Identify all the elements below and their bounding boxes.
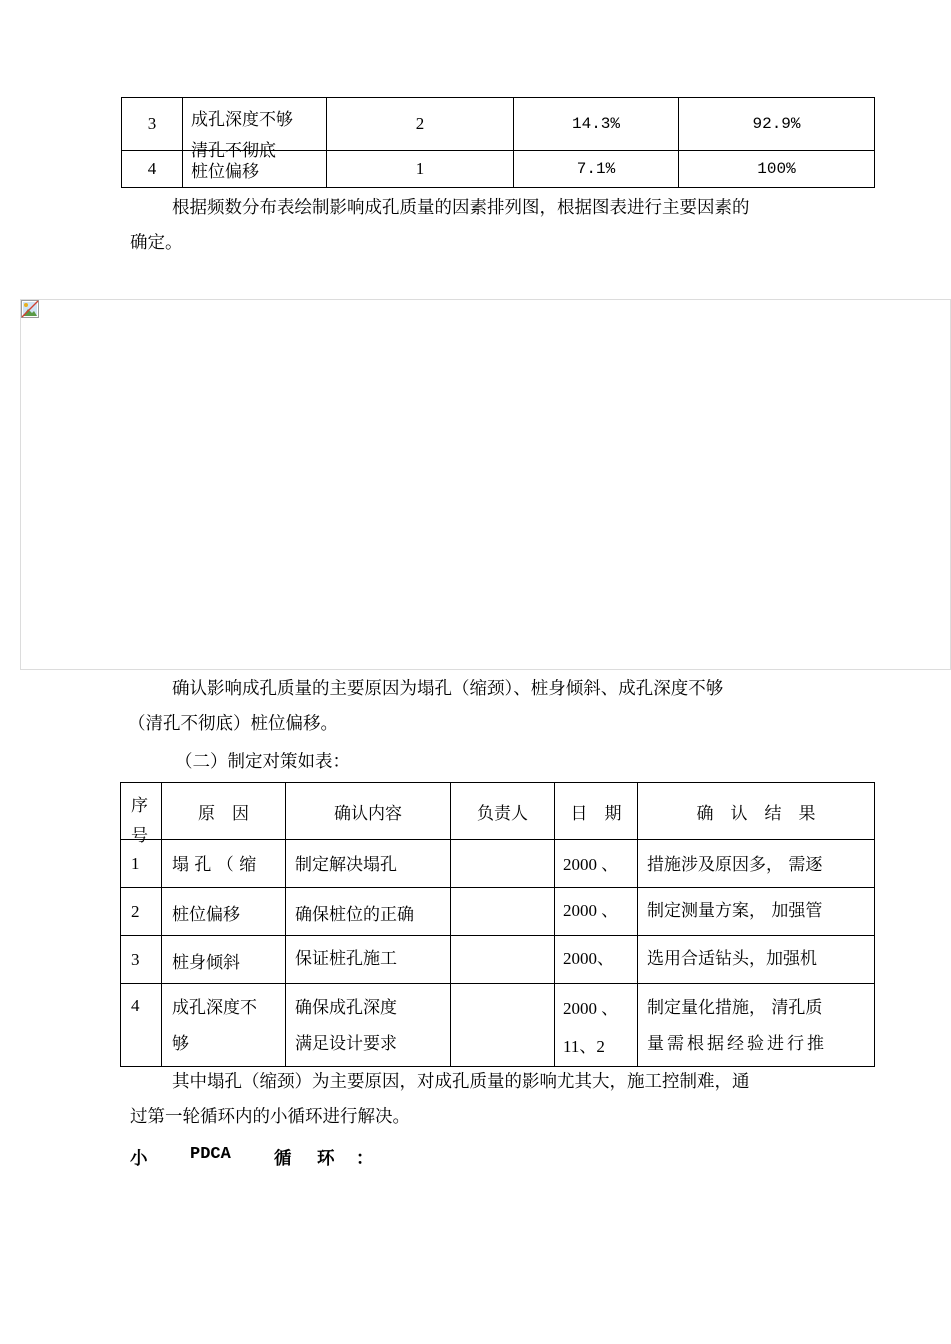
- table-row: [122, 98, 875, 151]
- owner-cell: [451, 840, 555, 888]
- pdca-heading-char: 小: [130, 1149, 148, 1169]
- pdca-heading-term: PDCA: [190, 1145, 231, 1164]
- date-cell: [555, 936, 638, 984]
- content-text: 确保成孔深度: [295, 998, 397, 1018]
- cause-cell: [162, 984, 286, 1067]
- paragraph-line-2: 确定。: [130, 233, 183, 253]
- result-text: 措施涉及原因多， 需逐: [647, 855, 823, 875]
- content-text: 满足设计要求: [295, 1034, 397, 1054]
- table-row: [121, 840, 875, 888]
- result-cell: [638, 984, 875, 1067]
- owner-cell: [451, 984, 555, 1067]
- pdca-heading-char: 环: [317, 1149, 335, 1169]
- content-cell: [286, 936, 451, 984]
- pdca-heading-char: 循: [274, 1149, 292, 1169]
- row-number: 3: [122, 98, 183, 151]
- cause-cell: [162, 840, 286, 888]
- date-text: 2000 、: [563, 855, 619, 874]
- content-text: 制定解决塌孔: [295, 855, 397, 875]
- date-text: 2000、: [563, 949, 614, 968]
- frequency-table: [121, 97, 875, 188]
- date-text: 2000 、: [563, 901, 619, 920]
- cause-text: 成孔深度不: [172, 998, 257, 1018]
- result-text: 量需根据经验进行推: [647, 1034, 827, 1054]
- table-header-row: [121, 783, 875, 840]
- result-text: 选用合适钻头，加强机: [647, 949, 817, 969]
- cause-cell: 桩位偏移: [183, 151, 327, 188]
- date-text: 2000 、: [563, 999, 619, 1018]
- header-no-label: 序号: [131, 796, 148, 846]
- paragraph-main-reason: 其中塌孔（缩颈）为主要原因，对成孔质量的影响尤其大，施工控制难，通: [172, 1072, 750, 1092]
- date-cell: [555, 984, 638, 1067]
- row-number: 2: [121, 888, 162, 936]
- header-no: [121, 783, 162, 846]
- broken-image-icon: [21, 300, 39, 318]
- result-cell: [638, 936, 875, 984]
- count-cell: 2: [327, 98, 514, 151]
- row-number: 4: [122, 151, 183, 188]
- row-number: 3: [121, 936, 162, 984]
- content-cell: [286, 984, 451, 1067]
- paragraph-main-causes: 确认影响成孔质量的主要原因为塌孔（缩颈）、桩身倾斜、成孔深度不够: [172, 679, 724, 699]
- table-row: [121, 888, 875, 936]
- header-content: 确认内容: [286, 783, 451, 840]
- header-owner: 负责人: [451, 783, 555, 840]
- header-date: 日 期: [555, 783, 638, 840]
- table-row: [121, 984, 875, 1067]
- pdca-heading-char: ：: [356, 1149, 374, 1169]
- result-cell: [638, 840, 875, 888]
- paragraph-line: 根据频数分布表绘制影响成孔质量的因素排列图，根据图表进行主要因素的: [172, 198, 750, 218]
- owner-cell: [451, 936, 555, 984]
- section-title: （二）制定对策如表：: [175, 752, 350, 772]
- cause-line1: 成孔深度不够: [191, 110, 293, 130]
- cause-cell: [162, 888, 286, 936]
- paragraph-line-2: （清孔不彻底）桩位偏移。: [128, 714, 338, 734]
- result-text: 制定测量方案， 加强管: [647, 901, 823, 921]
- table-row: [121, 936, 875, 984]
- paragraph-line-2: 过第一轮循环内的小循环进行解决。: [130, 1107, 410, 1127]
- cause-cell: [162, 936, 286, 984]
- date-cell: [555, 840, 638, 888]
- header-cause: 原 因: [162, 783, 286, 840]
- row-number: 1: [121, 840, 162, 888]
- paragraph-pareto-intro: [130, 192, 860, 225]
- cause-text: 塌 孔 （ 缩: [172, 855, 257, 875]
- content-text: 确保桩位的正确: [295, 905, 414, 925]
- date-cell: [555, 888, 638, 936]
- frequency-cell: 14.3%: [514, 98, 679, 151]
- pareto-chart-image: [20, 299, 951, 670]
- cause-text: 桩位偏移: [172, 905, 240, 925]
- cause-text: 够: [172, 1034, 189, 1054]
- content-cell: [286, 840, 451, 888]
- header-result: 确 认 结 果: [638, 783, 875, 840]
- cause-line2: 清孔不彻底: [191, 141, 276, 161]
- cumulative-cell: 92.9%: [679, 98, 875, 151]
- content-text: 保证桩孔施工: [295, 949, 397, 969]
- count-cell: 1: [327, 151, 514, 188]
- row-number: 4: [121, 984, 162, 1067]
- date-text: 11、2: [563, 1037, 605, 1056]
- cumulative-cell: 100%: [679, 151, 875, 188]
- content-cell: [286, 888, 451, 936]
- result-text: 制定量化措施， 清孔质: [647, 998, 823, 1018]
- cause-text: 桩身倾斜: [172, 953, 240, 973]
- cause-cell: [183, 98, 327, 161]
- frequency-cell: 7.1%: [514, 151, 679, 188]
- measures-table: [120, 782, 875, 1067]
- owner-cell: [451, 888, 555, 936]
- result-cell: [638, 888, 875, 936]
